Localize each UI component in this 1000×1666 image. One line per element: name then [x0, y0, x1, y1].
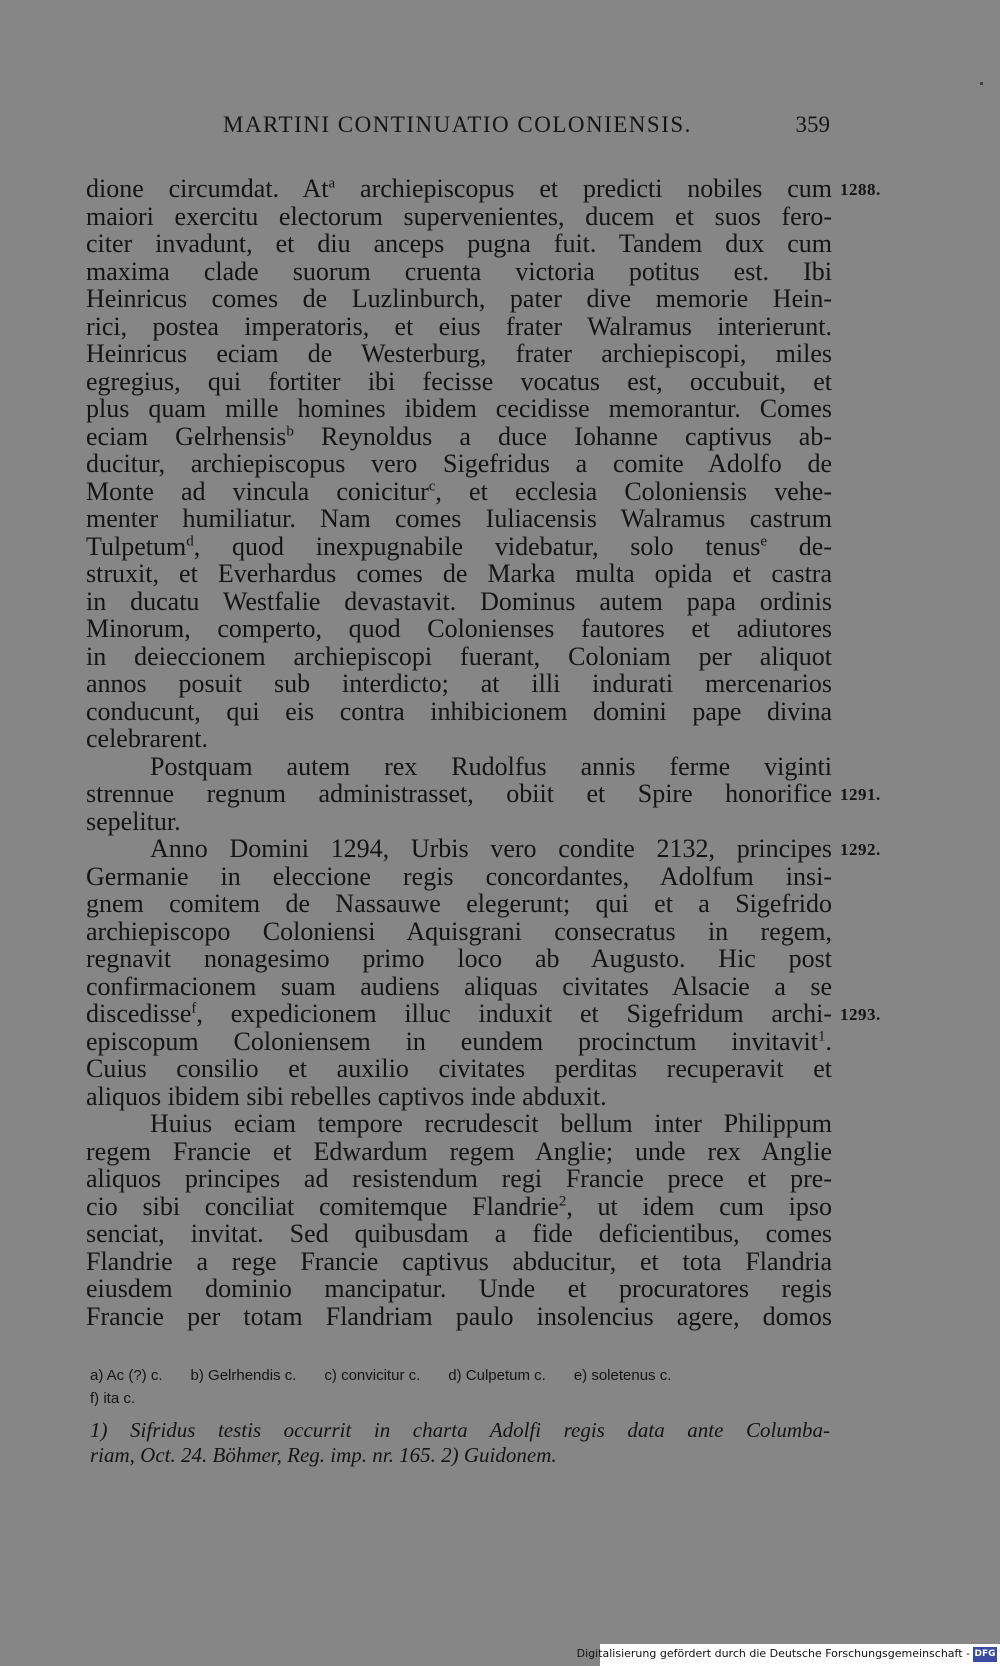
text-line: in deieccionem archiepiscopi fuerant, Coloniam per aliquot [86, 641, 832, 671]
text-line: celebrarent. [86, 724, 208, 753]
text-line: Tulpetum$^d$, quod inexpugnabile videbatur, solo tenus$^e$ de- [86, 531, 832, 561]
footnote-line: 1) Sifridus testis occurrit in charta Adolfi regis data ante Columba- [90, 1418, 830, 1442]
page-title: MARTINI CONTINUATIO COLONIENSIS. [223, 112, 692, 137]
variant-note: d) Culpetum c. [448, 1367, 546, 1384]
margin-year: 1291. [840, 785, 881, 804]
running-header [88, 112, 830, 144]
variant-note: f) ita c. [90, 1390, 136, 1407]
margin-year: 1288. [840, 180, 881, 199]
text-line: Heinricus eciam de Westerburg, frater archiepiscopi, miles [86, 339, 832, 368]
text-line: citer invadunt, et diu anceps pugna fuit. Tandem dux cum [86, 229, 832, 258]
scan-artifact [980, 82, 983, 85]
text-line: regem Francie et Edwardum regem Anglie; unde rex Anglie [86, 1136, 832, 1166]
text-line: Anno Domini 1294, Urbis vero condite 2132, principes 1292. [150, 834, 881, 863]
text-line: strennue regnum administrasset, obiit et Spire honorifice 1291. [86, 779, 881, 808]
text-line: Minorum, comperto, quod Colonienses fautores et adiutores [86, 614, 832, 643]
text-line: maiori exercitu electorum supervenientes, ducem et suos fero- [86, 201, 832, 231]
text-line: rici, postea imperatoris, et eius frater Walramus interierunt. [86, 311, 832, 341]
text-line: plus quam mille homines ibidem cecidisse memorantur. Comes [86, 394, 832, 423]
variant-note: a) Ac (?) c. [90, 1367, 163, 1384]
text-line: confirmacionem suam audiens aliquas civitates Alsacie a se [86, 971, 832, 1001]
footnotes [90, 1418, 830, 1468]
variant-note-row [90, 1364, 830, 1387]
text-line: menter humiliatur. Nam comes Iuliacensis Walramus castrum [86, 504, 832, 533]
text-line: eciam Gelrhensis$^b$ Reynoldus a duce Iohanne captivus ab- [86, 421, 832, 451]
text-line: Heinricus comes de Luzlinburch, pater dive memorie Hein- [86, 284, 832, 313]
text-line: eiusdem dominio mancipatur. Unde et procuratores regis [86, 1274, 832, 1303]
text-line: struxit, et Everhardus comes de Marka multa opida et castra [86, 559, 832, 588]
text-line: Germanie in eleccione regis concordantes, Adolfum insi- [86, 861, 832, 891]
page-number: 359 [795, 112, 830, 137]
text-line: aliquos principes ad resistendum regi Francie prece et pre- [86, 1164, 832, 1193]
text-line: egregius, qui fortiter ibi fecisse vocatus est, occubuit, et [86, 366, 832, 396]
text-line: Monte ad vincula conicitur$^c$, et ecclesia Coloniensis vehe- [86, 476, 832, 506]
main-text [86, 174, 881, 1331]
text-line: Postquam autem rex Rudolfus annis ferme viginti [150, 751, 832, 781]
text-line: sepelitur. [86, 806, 181, 836]
text-line: aliquos ibidem sibi rebelles captivos inde abduxit. [86, 1081, 607, 1111]
text-line: regnavit nonagesimo primo loco ab Augusto. Hic post [86, 944, 832, 973]
margin-year: 1293. [840, 1005, 881, 1024]
digitization-footer [576, 1644, 1000, 1666]
text-line: cio sibi conciliat comitemque Flandrie$^2$, ut idem cum ipso [86, 1191, 832, 1221]
variant-note: e) soletenus c. [573, 1367, 672, 1384]
variant-note-row [90, 1387, 830, 1410]
footnote-line: riam, Oct. 24. Böhmer, Reg. imp. nr. 165. 2) Guidonem. [90, 1443, 557, 1467]
variant-note: c) convicitur c. [324, 1367, 421, 1384]
margin-year: 1292. [840, 840, 881, 859]
variant-notes [90, 1364, 830, 1410]
text-line: dione circumdat. At$^a$ archiepiscopus et predicti nobiles cum 1288. [86, 174, 881, 203]
text-line: episcopum Coloniensem in eundem procinctum invitavit$^1$. [86, 1026, 832, 1056]
text-line: conducunt, qui eis contra inhibicionem domini pape divina [86, 696, 832, 726]
text-line: Francie per totam Flandriam paulo insolencius agere, domos [86, 1301, 832, 1331]
variant-note: b) Gelrhendis c. [190, 1367, 297, 1384]
text-line: maxima clade suorum cruenta victoria potitus est. Ibi [86, 256, 832, 286]
funding-credit: Digitalisierung gefördert durch die Deutsche Forschungsgemeinschaft - [576, 1647, 970, 1660]
text-line: gnem comitem de Nassauwe elegerunt; qui et a Sigefrido [86, 889, 832, 918]
text-line: archiepiscopo Coloniensi Aquisgrani consecratus in regem, [86, 916, 832, 946]
text-line: Cuius consilio et auxilio civitates perditas recuperavit et [86, 1054, 832, 1083]
text-line: senciat, invitat. Sed quibusdam a fide deficientibus, comes [86, 1219, 832, 1248]
dfg-logo-icon: DFG [973, 1647, 997, 1662]
text-line: ducitur, archiepiscopus vero Sigefridus a comite Adolfo de [86, 449, 832, 478]
text-line: annos posuit sub interdicto; at illi indurati mercenarios [86, 669, 832, 698]
text-line: Flandrie a rege Francie captivus abducitur, et tota Flandria [86, 1246, 832, 1276]
text-line: discedisse$^f$, expedicionem illuc induxit et Sigefridum archi- 1293. [86, 999, 881, 1028]
text-line: in ducatu Westfalie devastavit. Dominus autem papa ordinis [86, 586, 832, 616]
text-line: Huius eciam tempore recrudescit bellum inter Philippum [150, 1109, 832, 1138]
